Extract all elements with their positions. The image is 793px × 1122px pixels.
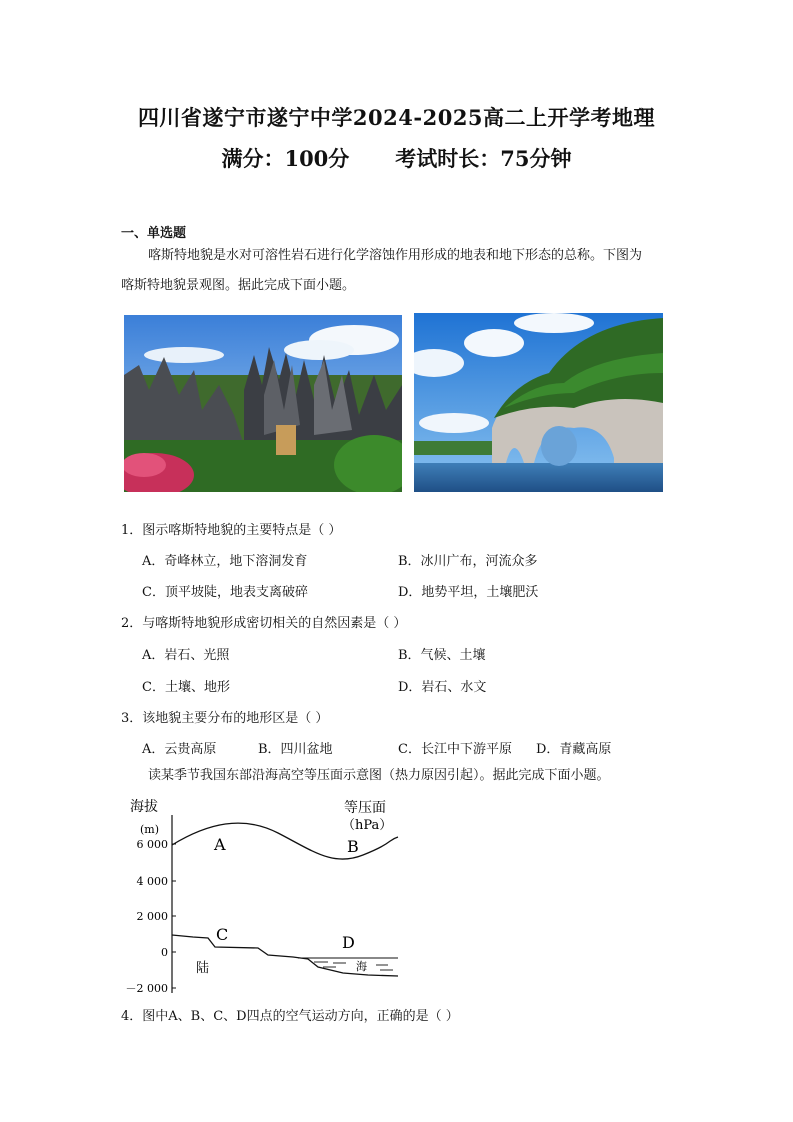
question-2-option-a[interactable]: A．岩石、光照 (142, 648, 230, 663)
point-c-label: C (216, 925, 229, 944)
question-3-option-d[interactable]: D．青藏高原 (536, 742, 612, 757)
tick-label-4000: 4 000 (136, 875, 168, 888)
question-3-option-c[interactable]: C．长江中下游平原 (398, 742, 512, 757)
point-d-label: D (342, 933, 355, 952)
question-2-option-d[interactable]: D．岩石、水文 (398, 680, 487, 695)
exam-duration: 考试时长：75分钟 (395, 146, 572, 171)
land-label: 陆 (196, 961, 210, 976)
point-a-label: A (214, 835, 226, 854)
full-score: 满分：100分 (221, 146, 350, 171)
stone-forest-photo (124, 315, 402, 492)
elephant-trunk-hill-photo (414, 313, 663, 492)
sea-label: 海 (356, 960, 367, 973)
question-1-option-b[interactable]: B．冰川广布，河流众多 (398, 554, 538, 569)
isobar-label: 等压面 (344, 800, 386, 816)
question-2-option-c[interactable]: C．土壤、地形 (142, 680, 230, 695)
question-4-stem: 4．图中A、B、C、D四点的空气运动方向，正确的是（ ） (121, 1009, 459, 1024)
question-1-stem: 1．图示喀斯特地貌的主要特点是（ ） (121, 523, 342, 538)
tick-label-6000: 6 000 (136, 838, 168, 851)
y-axis-unit: (m) (140, 823, 160, 836)
question-1-option-d[interactable]: D．地势平坦，土壤肥沃 (398, 585, 539, 600)
isobar-unit: （hPa） (342, 818, 393, 833)
question-1-option-c[interactable]: C．顶平坡陡，地表支离破碎 (142, 585, 308, 600)
isobar-diagram (118, 795, 408, 1000)
point-b-label: B (347, 837, 359, 856)
tick-label-minus-2000: －2 000 (125, 982, 168, 995)
exam-info (0, 143, 793, 173)
intro-paragraph-line1: 喀斯特地貌是水对可溶性岩石进行化学溶蚀作用形成的地表和地下形态的总称。下图为 (148, 248, 643, 263)
intro-paragraph-2: 读某季节我国东部沿海高空等压面示意图（热力原因引起）。据此完成下面小题。 (148, 768, 610, 783)
question-3-option-a[interactable]: A．云贵高原 (142, 742, 217, 757)
intro-paragraph-line2: 喀斯特地貌景观图。据此完成下面小题。 (121, 278, 356, 293)
section-title: 一、单选题 (121, 226, 187, 241)
land-surface (172, 935, 308, 959)
question-3-option-b[interactable]: B．四川盆地 (258, 742, 333, 757)
question-2-stem: 2．与喀斯特地貌形成密切相关的自然因素是（ ） (121, 616, 407, 631)
question-3-stem: 3．该地貌主要分布的地形区是（ ） (121, 711, 329, 726)
question-1-option-a[interactable]: A．奇峰林立，地下溶洞发育 (142, 554, 308, 569)
sea-floor (308, 959, 398, 976)
question-2-option-b[interactable]: B．气候、土壤 (398, 648, 486, 663)
tick-label-0: 0 (161, 946, 168, 959)
tick-label-2000: 2 000 (136, 910, 168, 923)
y-axis-label: 海拔 (130, 799, 158, 815)
page-title: 四川省遂宁市遂宁中学2024-2025高二上开学考地理 (137, 105, 656, 130)
